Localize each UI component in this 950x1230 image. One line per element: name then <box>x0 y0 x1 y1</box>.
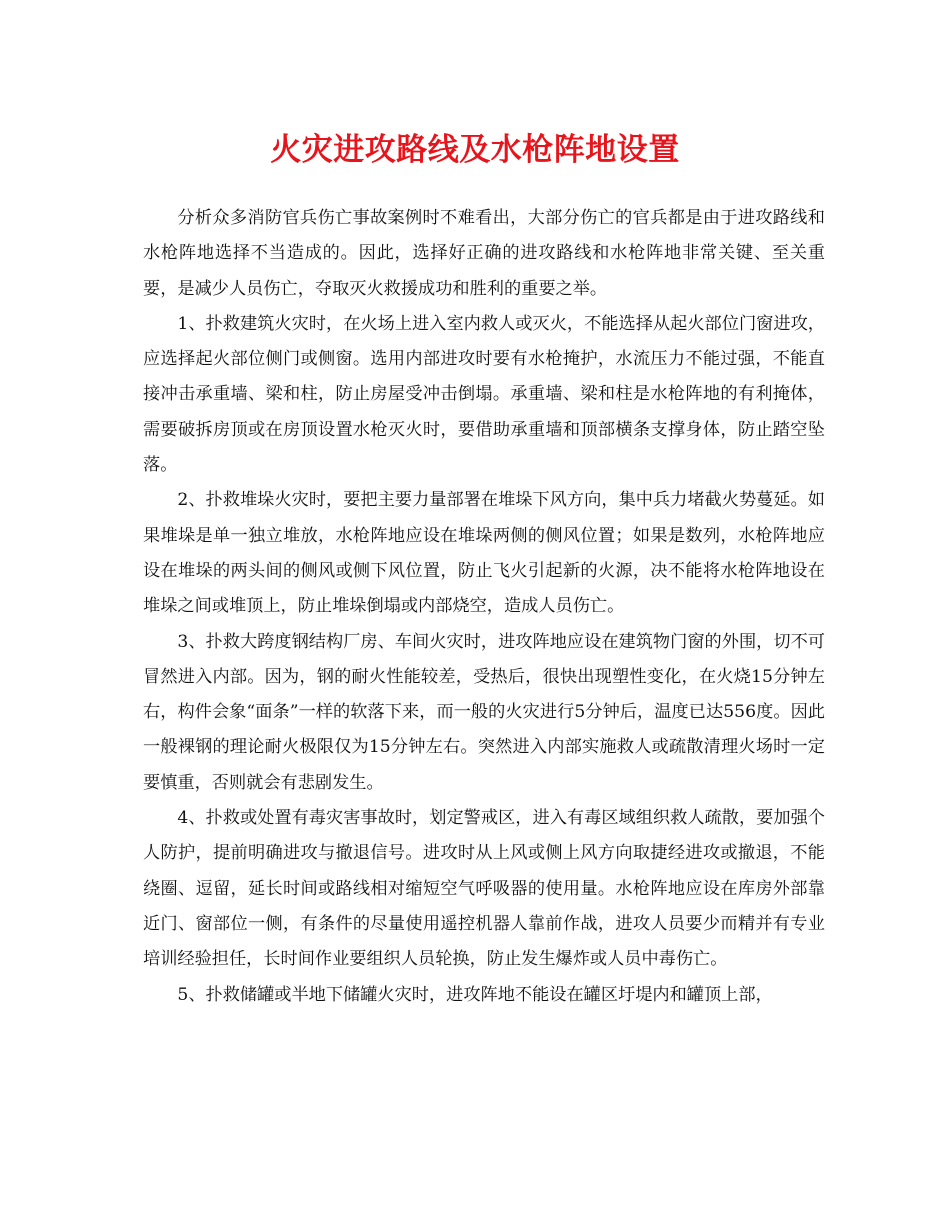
paragraph-5-storage-tank-fire: 5、扑救储罐或半地下储罐火灾时，进攻阵地不能设在罐区圩堤内和罐顶上部， <box>177 984 773 1005</box>
paragraph-2-stack-fire: 2、扑救堆垛火灾时，要把主要力量部署在堆垛下风方向，集中兵力堵截火势蔓延。如果堆垛是单一独立堆放，水枪阵地应设在堆垛两侧的侧风位置；如果是数列，水枪阵地应设在堆垛的两头间的侧风或侧下风位置，防止飞火引起新的火源，决不能将水枪阵地设在堆垛之间或堆顶上，防止堆垛倒塌或内部烧空，造成人员伤亡。 <box>143 490 825 617</box>
intro-paragraph: 分析众多消防官兵伤亡事故案例时不难看出，大部分伤亡的官兵都是由于进攻路线和水枪阵地选择不当造成的。因此，选择好正确的进攻路线和水枪阵地非常关键、至关重要，是减少人员伤亡，夺取灭火救援成功和胜利的重要之举。 <box>143 208 825 299</box>
paragraph-4-toxic-incident: 4、扑救或处置有毒灾害事故时，划定警戒区，进入有毒区域组织救人疏散，要加强个人防护，提前明确进攻与撤退信号。进攻时从上风或侧上风方向取捷经进攻或撤退，不能绕圈、逗留，延长时间或路线相对缩短空气呼吸器的使用量。水枪阵地应设在库房外部靠近门、窗部位一侧，有条件的尽量使用遥控机器人靠前作战，进攻人员要少而精并有专业培训经验担任，长时间作业要组织人员轮换，防止发生爆炸或人员中毒伤亡。 <box>143 808 825 970</box>
document-body <box>143 201 825 1013</box>
paragraph-1-building-fire: 1、扑救建筑火灾时，在火场上进入室内救人或灭火，不能选择从起火部位门窗进攻，应选择起火部位侧门或侧窗。选用内部进攻时要有水枪掩护，水流压力不能过强，不能直接冲击承重墙、梁和柱，防止房屋受冲击倒塌。承重墙、梁和柱是水枪阵地的有利掩体，需要破拆房顶或在房顶设置水枪灭火时，要借助承重墙和顶部横条支撑身体，防止踏空坠落。 <box>143 313 825 476</box>
document-title: 火灾进攻路线及水枪阵地设置 <box>270 132 680 168</box>
paragraph-3-steel-structure-fire: 3、扑救大跨度钢结构厂房、车间火灾时，进攻阵地应设在建筑物门窗的外围，切不可冒然进入内部。因为，钢的耐火性能较差，受热后，很快出现塑性变化，在火烧15分钟左右，构件会象“面条”一样的软落下来，而一般的火灾进行5分钟后，温度已达556度。因此一般裸钢的理论耐火极限仅为15分钟左右。突然进入内部实施救人或疏散清理火场时一定要慎重，否则就会有悲剧发生。 <box>143 631 825 793</box>
